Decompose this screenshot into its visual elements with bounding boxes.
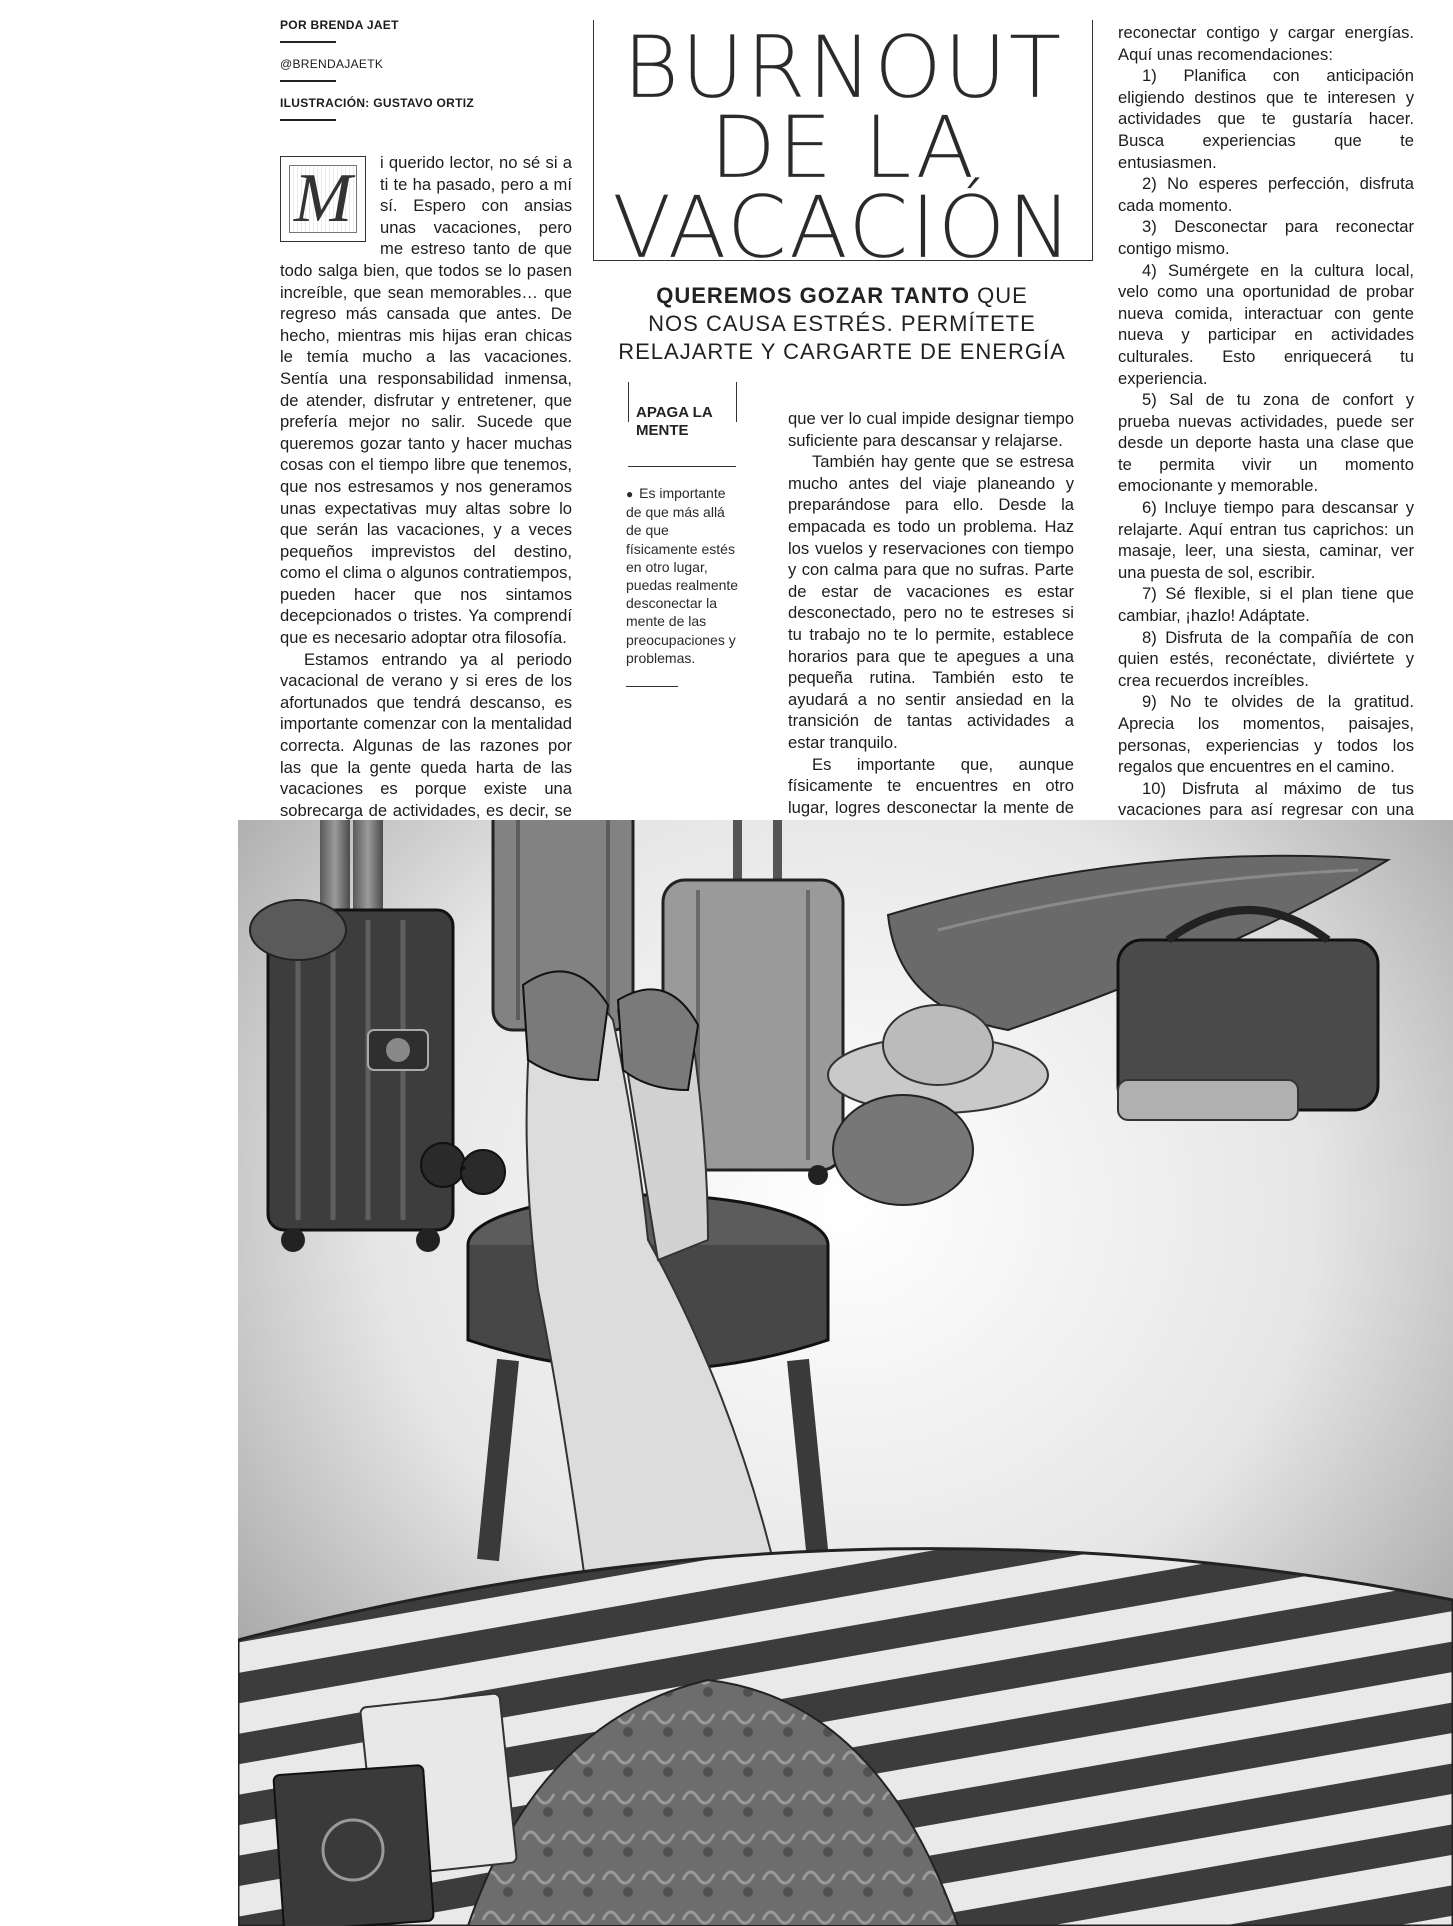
article-column-1 bbox=[280, 152, 572, 865]
sidebar-rule bbox=[628, 466, 736, 467]
recommendation-item: 8) Disfruta de la compañía de con quien estés, reconéctate, diviértete y crea recuerdos increíbles. bbox=[1118, 627, 1414, 690]
recommendation-item: 6) Incluye tiempo para descansar y relajarte. Aquí entran tus caprichos: un masaje, leer, una siesta, caminar, ver una puesta de sol, escribir. bbox=[1118, 498, 1414, 582]
duffel-bag-icon bbox=[1118, 910, 1378, 1120]
recommendation-item: 7) Sé flexible, si el plan tiene que cambiar, ¡hazlo! Adáptate. bbox=[1118, 584, 1414, 626]
credits bbox=[280, 16, 480, 133]
subheadline-rest: QUE bbox=[969, 283, 1028, 308]
paragraph: reconectar contigo y cargar energías. Aquí unas recomendaciones: bbox=[1118, 23, 1414, 64]
paragraph: Estamos entrando ya al periodo vacacional de verano y si eres de los afortunados que tendrá descanso, es importante comenzar con la mentalidad correcta. Algunas de las razones por las que la gente queda harta de las vacaciones es porque existe una sobrecarga de actividades, es decir, se bbox=[280, 649, 572, 820]
recommendation-item: 10) Disfruta al máximo de tus vacaciones para así regresar con una bbox=[1118, 778, 1414, 820]
sidebar-box bbox=[626, 484, 744, 667]
sidebar-heading: APAGA LA MENTE bbox=[636, 404, 713, 439]
recommendation-item: 2) No esperes perfección, disfruta cada momento. bbox=[1118, 174, 1414, 215]
credit-divider bbox=[280, 80, 336, 82]
paragraph: También hay gente que se estresa mucho antes del viaje planeando y preparándose para ello. Desde la empacada es todo un problema. Haz los vuelos y reservaciones con tiempo y con calma para que no sufras. Parte de estar de vacaciones es estar desconectado, pero no te estreses si tu trabajo no te lo permite, establece horarios para que te apegues a una pequeña rutina. También esto te ayudará a no sentir ansiedad en la transición de tantas actividades a estar tranquilo. bbox=[788, 452, 1074, 752]
recommendation-item: 1) Planifica con anticipación eligiendo destinos que te interesen y actividades que te gustaría hacer. Busca experiencias que te entusiasmen. bbox=[1118, 66, 1414, 172]
dropcap-letter: M bbox=[289, 165, 357, 233]
sidebar-frame-left bbox=[628, 382, 629, 422]
subheadline bbox=[596, 282, 1088, 366]
headline-line-1: BURNOUT bbox=[622, 18, 1064, 118]
recommendation-item: 4) Sumérgete en la cultura local, velo como una oportunidad de probar nueva comida, interactuar con gente nueva y participar en actividades culturales. Esto enriquecerá tu experiencia. bbox=[1118, 260, 1414, 388]
illustration-credit: ILUSTRACIÓN: GUSTAVO ORTIZ bbox=[280, 96, 475, 110]
sidebar-end-rule bbox=[626, 686, 678, 687]
headline-rule bbox=[593, 260, 1093, 261]
subheadline-line-2: NOS CAUSA ESTRÉS. PERMÍTETE bbox=[648, 311, 1036, 336]
paragraph: i querido lector, no sé si a ti te ha pasado, pero a mí sí. Espero con ansias unas vacaciones, pero me estreso tanto de que todo salga bien, que todos se lo pasen increíble, que sean memorables… que regreso más cansada que antes. De hecho, mientras mis hijas eran chicas le temía mucho a las vacaciones. Sentía una responsabilidad inmensa, de atender, disfrutar y entretener, que prefería mejor no salir. Sucede que queremos gozar tanto y hacer muchas cosas con el tiempo libre que tenemos, que nos estresamos y nos generamos unas expectativas muy altas sobre lo que serán las vacaciones, y a veces pequeños imprevistos del destino, como el clima o algunos contratiempos, pueden hacer que nos sintamos decepcionados o tristes. Ya comprendí que es necesario adoptar otra filosofía. bbox=[280, 153, 572, 648]
headline-line-3: VACACIÓN bbox=[612, 178, 1074, 278]
recommendation-item: 3) Desconectar para reconectar contigo mismo. bbox=[1118, 217, 1414, 258]
subheadline-line-3: RELAJARTE Y CARGARTE DE ENERGÍA bbox=[618, 339, 1066, 364]
headline-box bbox=[593, 18, 1093, 278]
paragraph: Es importante que, aunque físicamente te encuentres en otro lugar, logres desconectar la mente de bbox=[788, 754, 1074, 817]
credit-divider bbox=[280, 41, 336, 43]
vacation-illustration bbox=[238, 820, 1453, 1926]
paragraph: que ver lo cual impide designar tiempo suficiente para descansar y relajarse. bbox=[788, 409, 1074, 450]
sidebar-text: Es importante de que más allá de que físicamente estés en otro lugar, puedas realmente desconectar la mente de las preocupaciones y problemas. bbox=[626, 485, 739, 666]
recommendation-item: 5) Sal de tu zona de confort y prueba nuevas actividades, puede ser desde un deporte hasta una clase que te permita vivir un momento emocionante y memorable. bbox=[1118, 390, 1414, 496]
recommendation-item: 9) No te olvides de la gratitud. Aprecia los momentos, paisajes, personas, experiencias y todos los regalos que encuentres en el camino. bbox=[1118, 692, 1414, 777]
subheadline-bold: QUEREMOS GOZAR TANTO bbox=[656, 283, 970, 308]
sidebar-frame-right bbox=[736, 382, 737, 422]
credit-divider bbox=[280, 119, 336, 121]
dropcap bbox=[280, 156, 366, 242]
bullet-icon: ● bbox=[626, 487, 634, 501]
article-column-4 bbox=[1118, 22, 1414, 908]
author-handle: @BRENDAJAETK bbox=[280, 57, 384, 71]
headline-line-2: DE LA bbox=[709, 98, 977, 198]
author-credit: POR BRENDA JAET bbox=[280, 18, 399, 32]
